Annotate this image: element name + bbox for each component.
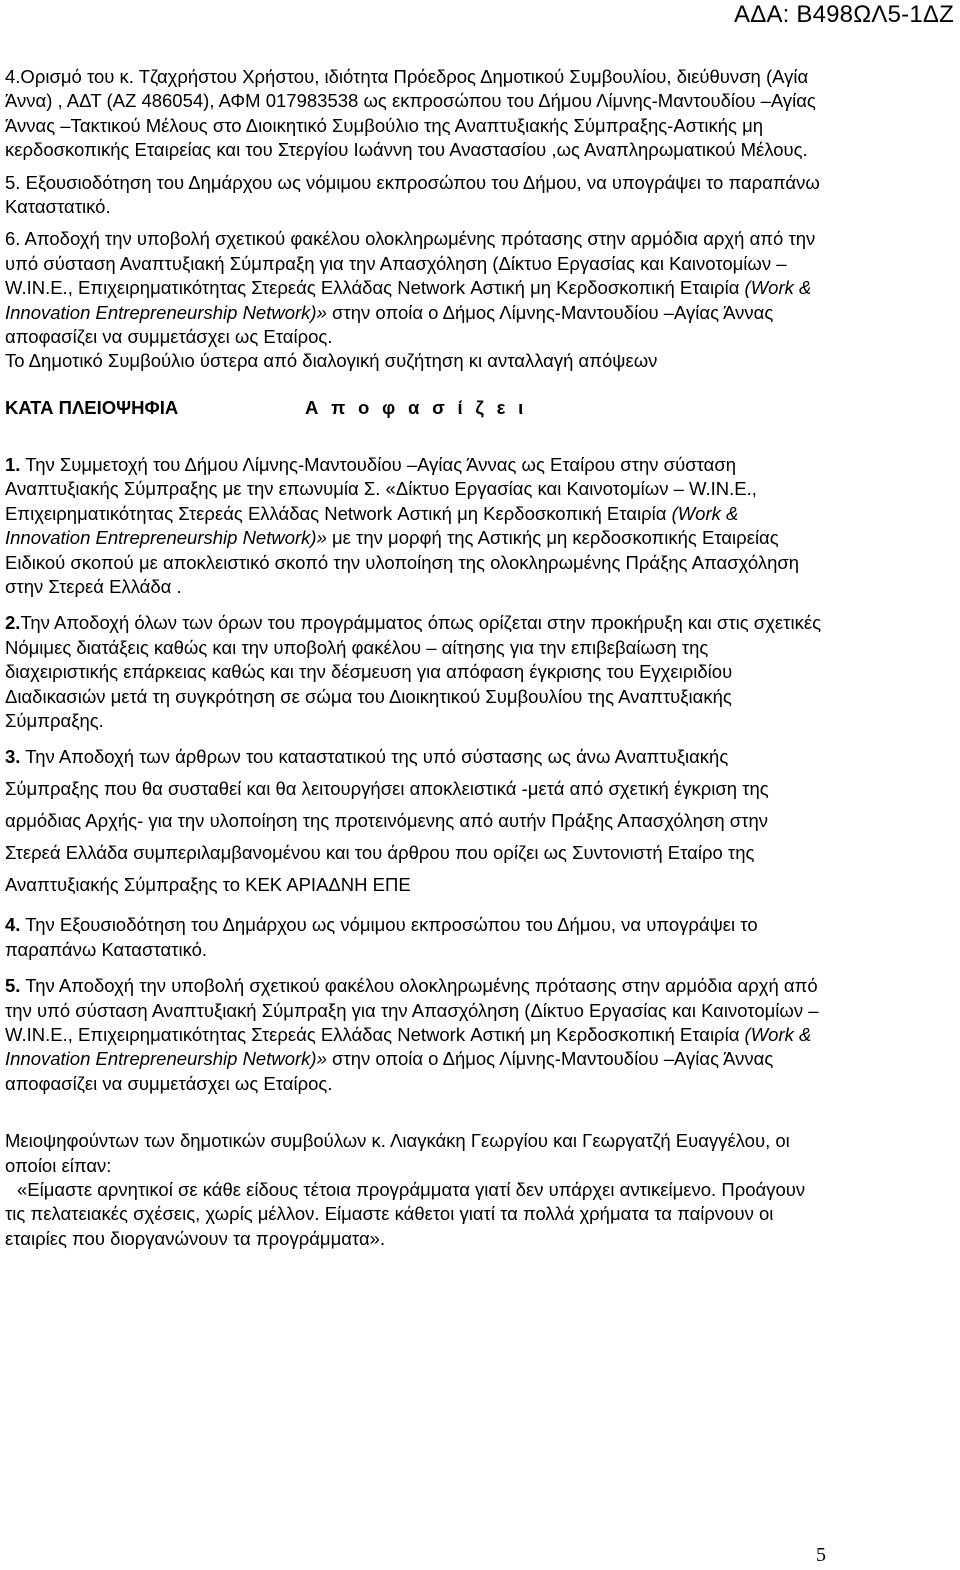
decision-2-text: Την Αποδοχή όλων των όρων του προγράμματος όπως ορίζεται στην προκήρυξη και στις σχετικές Νόμιμες διατάξεις καθώς και την υποβολή φακέλου – αίτησης για την επιβεβαίωση της διαχειριστικής επάρκειας καθώς και την δέσμευση για απόφαση έγκρισης του Εγχειριδίου Διαδικασιών μετά τη συγκρότηση σε σώμα του Διοικητικού Συμβουλίου της Αναπτυξιακής Σύμπραξης.	[5, 612, 821, 731]
decision-2-number: 2.	[5, 612, 21, 634]
decision-4-number: 4.	[5, 914, 21, 936]
council-statement: Το Δημοτικό Συμβούλιο ύστερα από διαλογική συζήτηση κι ανταλλαγή απόψεων	[5, 350, 658, 372]
decision-1	[5, 453, 825, 599]
item-6-paragraph	[5, 227, 825, 349]
item-6-italic: (Work & Innovation Entrepreneurship Network)»	[5, 277, 812, 323]
decision-3-number: 3.	[5, 746, 21, 768]
decision-4	[5, 913, 825, 962]
decides-label: Α π ο φ α σ ί ζ ε ι	[305, 396, 528, 418]
decision-1-italic: (Work & Innovation Entrepreneurship Network)»	[5, 502, 739, 549]
item-6-text: 6. Αποδοχή την υποβολή σχετικού φακέλου ολοκληρωμένης πρότασης στην αρμόδια αρχή από την υπό σύσταση Αναπτυξιακή Σύμπραξη για την Απασχόληση (Δίκτυο Εργασίας και Καινοτομίων – W.IN.E., Επιχειρηματικότητας Στερεάς Ελλάδας Network Αστική μη Κερδοσκοπική Εταιρία	[5, 228, 816, 299]
decision-5-number: 5.	[5, 975, 21, 997]
document-body	[5, 65, 825, 1251]
decision-2	[5, 611, 825, 733]
decision-3	[5, 741, 825, 901]
majority-label: ΚΑΤΑ ΠΛΕΙΟΨΗΦΙΑ	[5, 396, 179, 418]
decision-5-text-end: στην οποία ο Δήμος Λίμνης-Μαντουδίου –Αγίας Άννας αποφασίζει να συμμετάσχει ως Εταίρος.	[5, 1048, 774, 1094]
decision-1-text-end: με την μορφή της Αστικής μη κερδοσκοπικής Εταιρείας Ειδικού σκοπού με αποκλειστικό σκοπό την υλοποίηση της ολοκληρωμένης Πράξης Απασχόληση στην Στερεά Ελλάδα .	[5, 527, 800, 597]
minority-quote: «Είμαστε αρνητικοί σε κάθε είδους τέτοια προγράμματα γιατί δεν υπάρχει αντικείμενο. Προάγουν τις πελατειακές σχέσεις, χωρίς μέλλον. Είμαστε κάθετοι γιατί τα πολλά χρήματα τα παίρνουν οι εταιρίες που διοργανώνουν τα προγράμματα».	[5, 1179, 806, 1249]
decision-1-number: 1.	[5, 453, 21, 475]
item-4-paragraph: 4.Ορισμό του κ. Τζαχρήστου Χρήστου, ιδιότητα Πρόεδρος Δημοτικού Συμβουλίου, διεύθυνση (Αγία Άννα) , ΑΔΤ (ΑΖ 486054), ΑΦΜ 017983538 ως εκπροσώπου του Δήμου Λίμνης-Μαντουδίου –Αγίας Άννας –Τακτικού Μέλους στο Διοικητικό Συμβούλιο της Αναπτυξιακής Σύμπραξης-Αστικής μη κερδοσκοπικής Εταιρείας και του Στεργίου Ιωάννη του Αναστασίου ,ως Αναπληρωματικού Μέλους.	[5, 66, 816, 161]
minority-paragraph: Μειοψηφούντων των δημοτικών συμβούλων κ. Λιαγκάκη Γεωργίου και Γεωργατζή Ευαγγέλου, οι οποίοι είπαν:	[5, 1130, 790, 1176]
decision-4-text: Την Εξουσιοδότηση του Δημάρχου ως νόμιμου εκπροσώπου του Δήμου, να υπογράψει το παραπάνω Καταστατικό.	[5, 914, 758, 960]
decision-3-text: Την Αποδοχή των άρθρων του καταστατικού της υπό σύστασης ως άνω Αναπτυξιακής Σύμπραξης που θα συσταθεί και θα λειτουργήσει αποκλειστικά -μετά από σχετική έγκριση της αρμόδιας Αρχής- για την υλοποίηση της προτεινόμενης από αυτήν Πράξης Απασχόληση στην Στερεά Ελλάδα συμπεριλαμβανομένου και του άρθρου που ορίζει ως Συντονιστή Εταίρο της Αναπτυξιακής Σύμπραξης το ΚΕΚ ΑΡΙΑΔΝΗ ΕΠΕ	[5, 746, 769, 896]
item-5-paragraph: 5. Εξουσιοδότηση του Δημάρχου ως νόμιμου εκπροσώπου του Δήμου, να υπογράψει το παραπάνω Καταστατικό.	[5, 171, 820, 218]
decision-1-text: Την Συμμετοχή του Δήμου Λίμνης-Μαντουδίου –Αγίας Άννας ως Εταίρου στην σύσταση Αναπτυξιακής Σύμπραξης με την επωνυμία Σ. «Δίκτυο Εργασίας και Καινοτομίων – W.IN.E., Επιχειρηματικότητας Στερεάς Ελλάδας Network Αστική μη Κερδοσκοπική Εταιρία	[5, 453, 757, 524]
decision-5-italic: (Work & Innovation Entrepreneurship Network)»	[5, 1023, 812, 1070]
page-number: 5	[816, 1544, 826, 1566]
decision-5	[5, 974, 825, 1096]
ada-code: ΑΔΑ: Β498ΩΛ5-1ΔΖ	[734, 1, 954, 28]
item-6-text-end: στην οποία ο Δήμος Λίμνης-Μαντουδίου –Αγίας Άννας αποφασίζει να συμμετάσχει ως Εταίρος.	[5, 301, 774, 348]
decision-heading	[5, 396, 825, 420]
decision-5-text: Την Αποδοχή την υποβολή σχετικού φακέλου ολοκληρωμένης πρότασης στην αρμόδια αρχή από την υπό σύσταση Αναπτυξιακή Σύμπραξη για την Απασχόληση (Δίκτυο Εργασίας και Καινοτομίων – W.IN.E., Επιχειρηματικότητας Στερεάς Ελλάδας Network Αστική μη Κερδοσκοπική Εταιρία	[5, 975, 819, 1045]
